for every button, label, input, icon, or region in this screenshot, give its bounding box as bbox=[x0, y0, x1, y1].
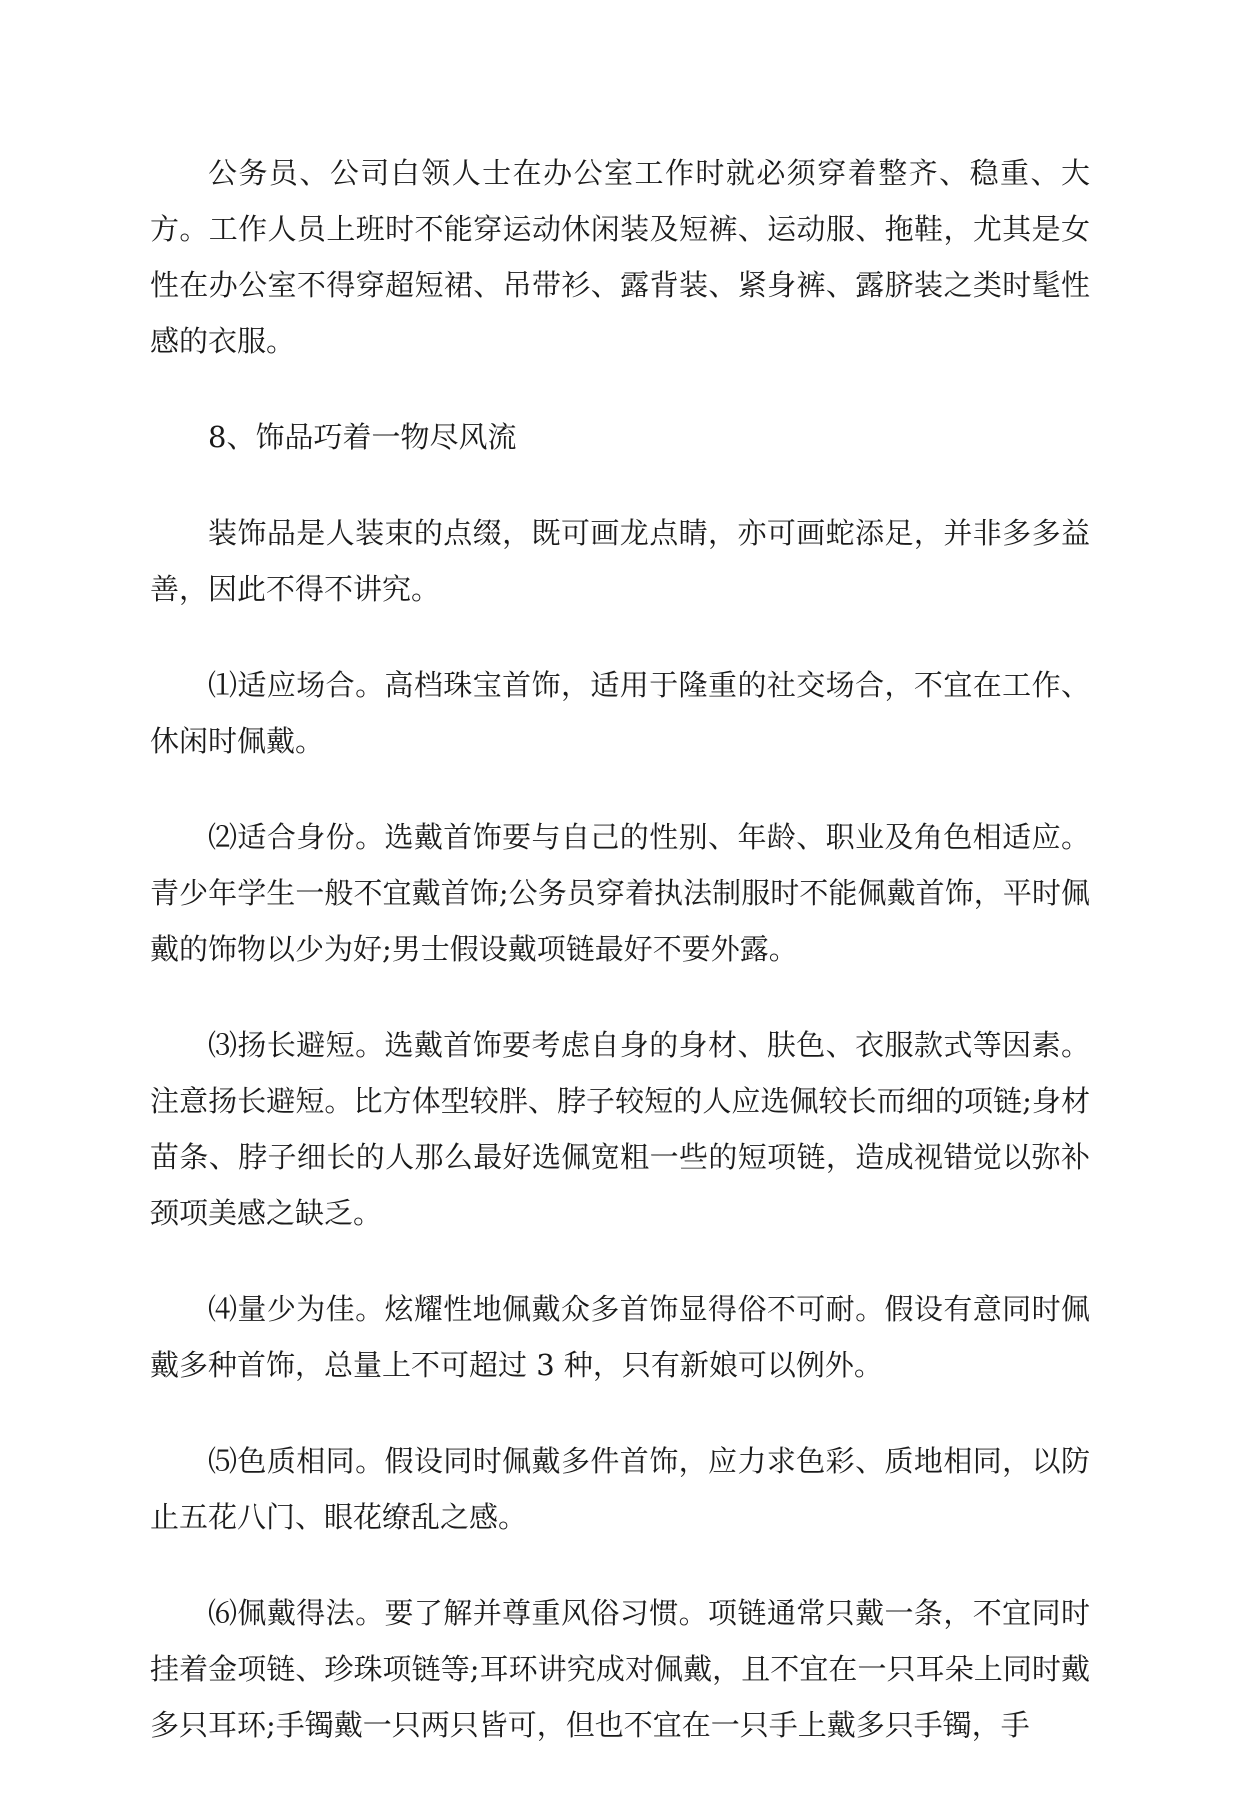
paragraph-item-2-identity: ⑵适合身份。选戴首饰要与自己的性别、年龄、职业及角色相适应。青少年学生一般不宜戴首饰;公务员穿着执法制服时不能佩戴首饰，平时佩戴的饰物以少为好;男士假设戴项链最好不要外露。 bbox=[150, 820, 1090, 966]
paragraph-item-5-color-quality: ⑸色质相同。假设同时佩戴多件首饰，应力求色彩、质地相同，以防止五花八门、眼花缭乱之感。 bbox=[150, 1444, 1090, 1534]
paragraph-item-3-strengths: ⑶扬长避短。选戴首饰要考虑自身的身材、肤色、衣服款式等因素。注意扬长避短。比方体型较胖、脖子较短的人应选佩较长而细的项链;身材苗条、脖子细长的人那么最好选佩宽粗一些的短项链，造成视错觉以弥补颈项美感之缺乏。 bbox=[150, 1028, 1090, 1230]
paragraph-accessories-intro: 装饰品是人装束的点缀，既可画龙点睛，亦可画蛇添足，并非多多益善，因此不得不讲究。 bbox=[150, 516, 1090, 606]
paragraph-item-1-occasion: ⑴适应场合。高档珠宝首饰，适用于隆重的社交场合，不宜在工作、休闲时佩戴。 bbox=[150, 668, 1090, 758]
paragraph-item-6-wearing-method: ⑹佩戴得法。要了解并尊重风俗习惯。项链通常只戴一条，不宜同时挂着金项链、珍珠项链等;耳环讲究成对佩戴，且不宜在一只耳朵上同时戴多只耳环;手镯戴一只两只皆可，但也不宜在一只手上戴多只手镯，手 bbox=[150, 1596, 1090, 1742]
document-body bbox=[150, 145, 1090, 1793]
section-heading-accessories: 8、饰品巧着一物尽风流 bbox=[208, 420, 517, 454]
paragraph-item-4-quantity: ⑷量少为佳。炫耀性地佩戴众多首饰显得俗不可耐。假设有意同时佩戴多种首饰，总量上不可超过 3 种，只有新娘可以例外。 bbox=[150, 1292, 1090, 1382]
paragraph-office-attire: 公务员、公司白领人士在办公室工作时就必须穿着整齐、稳重、大方。工作人员上班时不能穿运动休闲装及短裤、运动服、拖鞋，尤其是女性在办公室不得穿超短裙、吊带衫、露背装、紧身裤、露脐装之类时髦性感的衣服。 bbox=[150, 156, 1090, 358]
